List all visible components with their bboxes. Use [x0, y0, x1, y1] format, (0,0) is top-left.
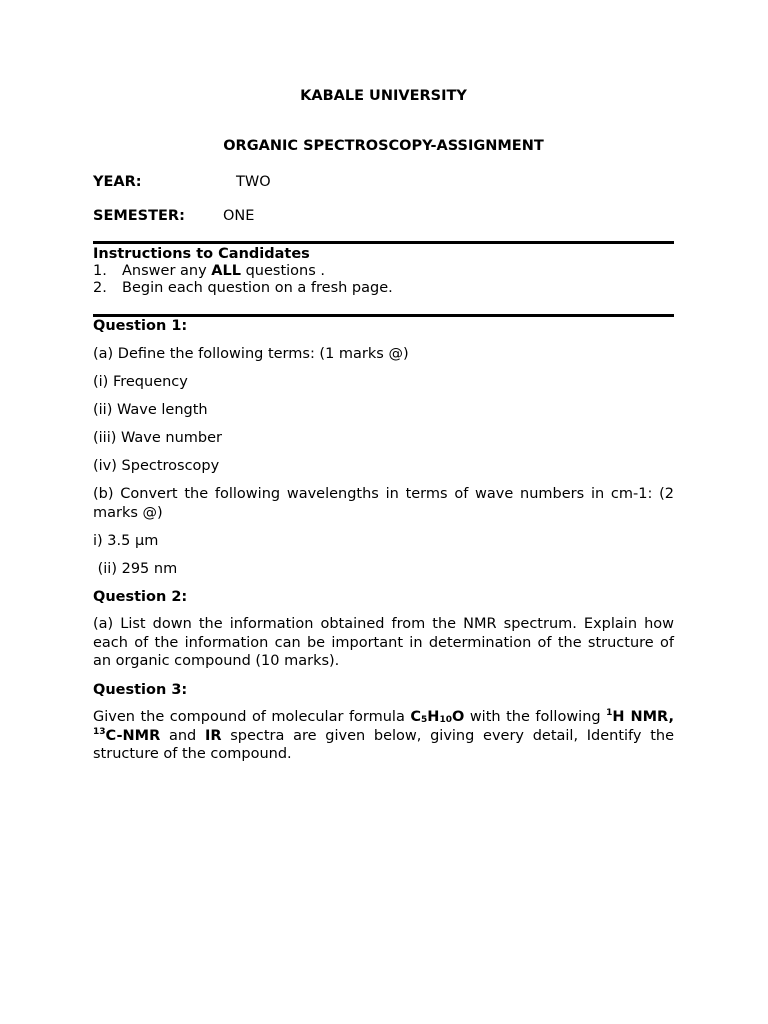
- instructions-heading: Instructions to Candidates: [93, 246, 310, 262]
- question-3-heading: Question 3:: [93, 682, 188, 698]
- semester-label: SEMESTER:: [93, 208, 185, 224]
- question-2a-text: (a) List down the information obtained from the NMR spectrum. Explain how each of the information can be important in determination of the structure of an organic compound (10 marks).: [93, 616, 674, 669]
- question-1a-text: (a) Define the following terms: (1 marks @): [93, 346, 409, 362]
- question-1b-text: (b) Convert the following wavelengths in terms of wave numbers in cm-1: (2 marks @): [93, 486, 674, 521]
- instruction-item-1-number: 1.: [93, 263, 107, 279]
- question-3-text: Given the compound of molecular formula $C_5H_{10}O$ with the following $^1$H NMR, $^{13}$C-NMR and IR spectra are given below, giving every detail, Identify the structure of the compound.: [93, 708, 674, 762]
- question-1a-item-iii: (iii) Wave number: [93, 430, 223, 446]
- question-1b-item-ii: (ii) 295 nm: [93, 561, 178, 577]
- question-1-heading: Question 1:: [93, 318, 188, 334]
- instruction-item-2-number: 2.: [93, 280, 107, 296]
- semester-value: ONE: [223, 208, 255, 224]
- instruction-item-1: Answer any ALL questions .: [122, 263, 326, 279]
- question-1a-item-i: (i) Frequency: [93, 374, 188, 390]
- question-1a-item-ii: (ii) Wave length: [93, 402, 208, 418]
- university-name: KABALE UNIVERSITY: [300, 88, 467, 104]
- divider-top: [93, 241, 674, 244]
- question-2-heading: Question 2:: [93, 589, 188, 605]
- instruction-item-2: Begin each question on a fresh page.: [122, 280, 393, 296]
- year-label: YEAR:: [93, 174, 142, 190]
- year-value: TWO: [236, 174, 271, 190]
- assignment-title: ORGANIC SPECTROSCOPY-ASSIGNMENT: [223, 138, 544, 154]
- question-1a-item-iv: (iv) Spectroscopy: [93, 458, 220, 474]
- question-1b-item-i: i) 3.5 µm: [93, 533, 159, 549]
